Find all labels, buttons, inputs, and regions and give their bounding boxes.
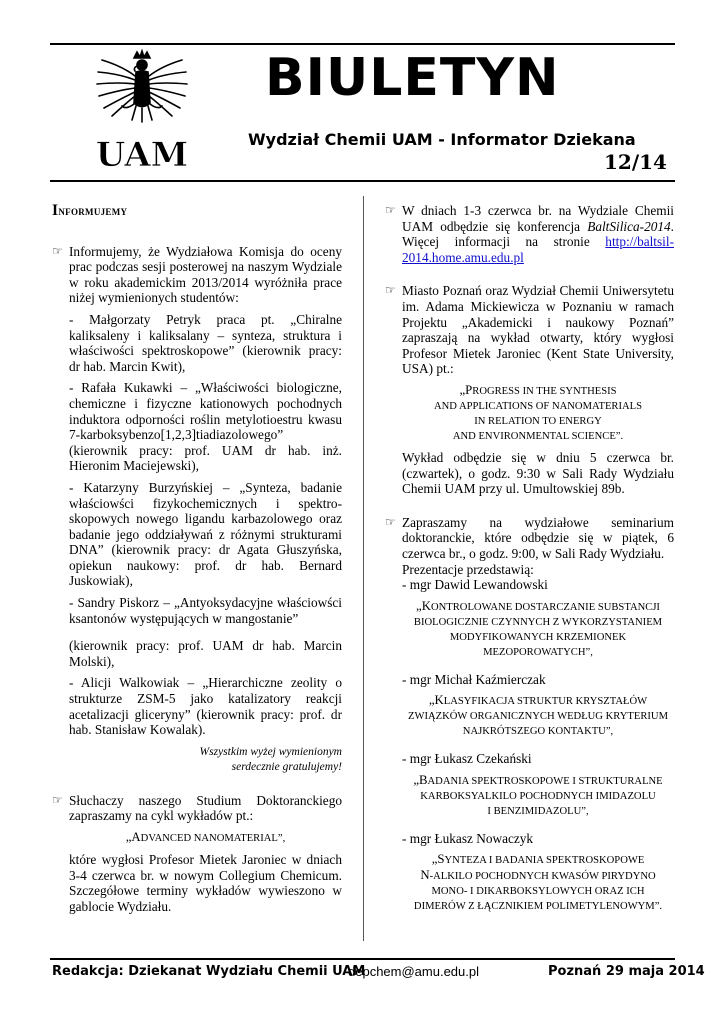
award-entry: - Katarzyny Burzyńskiej – „Synteza, badanie właściowści fizykochemicznych i spektro-skopowych nowego ligandu karbazolowego oraz badanie jego oddziaływań z różnymi strukturami DNA” (kierownik pracy: dr Agata Głuszyńska, opiekun naukowy: prof. dr hab. Bernard Juskowiak),	[69, 479, 342, 589]
award-entry: - Małgorzaty Petryk praca pt. „Chiralne kaliksaleny i kaliksalany – synteza, struktura i właściwości spektroskopowe” (kierownik pracy: dr hab. Marcin Kwit),	[69, 311, 342, 374]
pointing-hand-icon: ☞	[385, 283, 396, 298]
pointing-hand-icon: ☞	[52, 243, 63, 258]
news-item-conference	[385, 203, 674, 265]
pointing-hand-icon: ☞	[385, 203, 396, 217]
lectures-details: które wygłosi Profesor Mietek Jaroniec w dniach 3-4 czerwca br. w nowym Collegium Chemicum. Szczegółowe terminy wykładów wywieszono w gablocie Wydziału.	[69, 852, 342, 914]
pointing-hand-icon: ☞	[385, 514, 396, 529]
conference-link[interactable]: http://baltsil-2014.home.amu.edu.pl	[402, 234, 674, 265]
top-rule	[50, 43, 675, 45]
presentation-title: „SYNTEZA I BADANIA SPEKTROSKOPOWE N-ALKILO POCHODNYCH KWASÓW PIRYDYNO MONO- I DIKARBOKSYLOWYCH ORAZ ICH DIMERÓW Z ŁĄCZNIKIEM POLIMETYLENOWYM”.	[413, 852, 663, 913]
news-item-awards	[52, 244, 342, 775]
left-column	[52, 203, 342, 914]
logo-text: UAM	[95, 135, 189, 174]
conference-text: W dniach 1-3 czerwca br. na Wydziale Chemii UAM odbędzie się konferencja BaltSilica-2014. Więcej informacji na stronie http://baltsil-2014.home.amu.edu.pl	[402, 203, 674, 265]
presenter-name: - mgr Łukasz Nowaczyk	[402, 830, 534, 846]
award-entry-supervisor: (kierownik pracy: prof. UAM dr hab. Marcin Molski),	[69, 638, 342, 669]
award-entry: - Rafała Kukawki – „Właściwości biologiczne, chemiczne i fizyczne kationowych pochodnych induktora odporności roślin metylotioestru kwasu 7-karboksybenzo[1,2,3]tiadiazolowego” (kierownik pracy: prof. UAM dr hab. inż. Hieronim Maciejewski),	[69, 380, 342, 474]
presentation-title: „BADANIA SPEKTROSKOPOWE I STRUKTURALNE KARBOKSYALKILO POCHODNYCH IMIDAZOLU I BENZIMIDAZOLU”,	[413, 772, 663, 817]
conference-name: BaltSilica-2014	[587, 218, 671, 234]
congratulations-line: Wszystkim wyżej wymienionym	[199, 745, 342, 758]
footer-date: Poznań 29 maja 2014	[548, 964, 705, 979]
bulletin-subtitle: Wydział Chemii UAM - Informator Dziekana	[248, 130, 636, 149]
open-lecture-title: „PROGRESS IN THE SYNTHESIS AND APPLICATIONS OF NANOMATERIALS IN RELATION TO ENERGY AND ENVIRONMENTAL SCIENCE”.	[433, 382, 643, 442]
presentation-title: „KLASYFIKACJA STRUKTUR KRYSZTAŁÓW ZWIĄZKÓW ORGANICZNYCH WEDŁUG KRYTERIUM NAJKRÓTSZEGO KONTAKTU”,	[407, 693, 668, 738]
footer-editor: Redakcja: Dziekanat Wydziału Chemii UAM	[52, 964, 366, 979]
right-column	[385, 203, 674, 914]
news-item-open-lecture	[385, 283, 674, 496]
presenter-name: - mgr Dawid Lewandowski	[402, 577, 548, 593]
presenter-name: - mgr Łukasz Czekański	[402, 751, 532, 767]
award-entry: - Sandry Piskorz – „Antyoksydacyjne właściowści ksantonów występujących w mangostanie”	[69, 595, 342, 626]
news-item-lectures	[52, 793, 342, 915]
pointing-hand-icon: ☞	[52, 792, 63, 807]
congratulations-line: serdecznie gratulujemy!	[231, 760, 342, 773]
news-item-seminar	[385, 515, 674, 915]
footer-email[interactable]: depchem@amu.edu.pl	[348, 964, 479, 979]
section-heading: Informujemy	[52, 202, 128, 219]
presenters-label: Prezentacje przedstawią:	[402, 561, 534, 577]
seminar-intro: Zapraszamy na wydziałowe seminarium doktoranckie, które odbędzie się w piątek, 6 czerwca br., o godz. 9:00, w Sali Rady Wydziału.	[402, 514, 674, 561]
header-rule	[50, 180, 675, 182]
lectures-intro: Słuchaczy naszego Studium Doktoranckiego zapraszamy na cykl wykładów pt.:	[69, 792, 342, 824]
issue-number: 12/14	[604, 150, 667, 174]
column-divider	[363, 196, 364, 941]
open-lecture-intro: Miasto Poznań oraz Wydział Chemii Uniwersytetu im. Adama Mickiewicza w Poznaniu w ramach Projektu „Akademicki i naukowy Poznań” zapraszają na wykład otwarty, który wygłosi Profesor Mietek Jaroniec (Kent State University, USA) pt.:	[402, 283, 674, 377]
open-lecture-details: Wykład odbędzie się w dniu 5 czerwca br. (czwartek), o godz. 9:30 w Sali Rady Wydziału Chemii UAM przy ul. Umultowskiej 89b.	[402, 449, 674, 497]
awards-intro: Informujemy, że Wydziałowa Komisja do oceny prac podczas sesji posterowej na naszym Wydziale w roku akademickim 2013/2014 wyróżniła prace niżej wymienionych studentów:	[69, 243, 342, 306]
uam-eagle-logo	[92, 48, 192, 174]
bulletin-title: BIULETYN	[265, 48, 560, 108]
footer-rule	[50, 958, 675, 960]
lecture-title: „ADVANCED NANOMATERIAL”,	[125, 830, 286, 844]
presentation-title: „KONTROLOWANE DOSTARCZANIE SUBSTANCJI BIOLOGICZNIE CZYNNYCH Z WYKORZYSTANIEM MODYFIKOWANYCH KRZEMIONEK MEZOPOROWATYCH”,	[413, 598, 663, 658]
award-entry: - Alicji Walkowiak – „Hierarchiczne zeolity o strukturze ZSM-5 jako katalizatory reakcji acetalizacji gliceryny” (kierownik pracy: prof. dr hab. Stanisław Kowalak).	[69, 675, 342, 738]
presenter-name: - mgr Michał Kaźmierczak	[402, 671, 546, 687]
